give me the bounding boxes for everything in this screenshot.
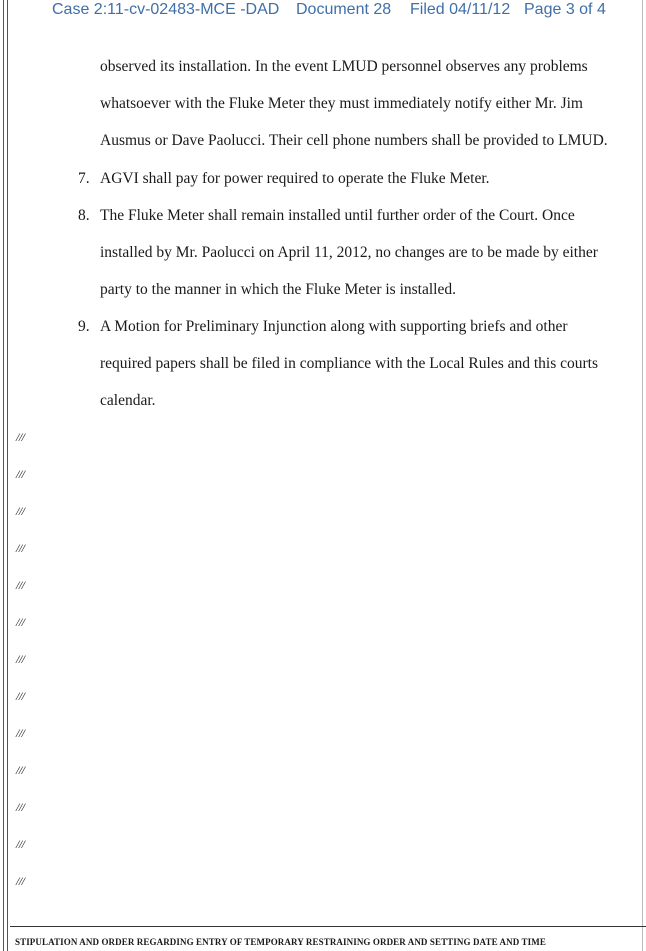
slash-line: /// (16, 467, 25, 481)
item-number: 8. (78, 207, 90, 224)
slash-line: /// (16, 430, 25, 444)
slash-line: /// (16, 800, 25, 814)
slash-line: /// (16, 615, 25, 629)
case-number: Case 2:11-cv-02483-MCE -DAD (52, 1, 280, 18)
item-number: 7. (78, 170, 90, 187)
slash-line: /// (16, 541, 25, 555)
slash-line: /// (16, 689, 25, 703)
item-line: required papers shall be filed in compliance with the Local Rules and this courts (100, 355, 599, 372)
slash-line: /// (16, 504, 25, 518)
left-margin-rule-inner (7, 0, 8, 951)
slash-line: /// (16, 726, 25, 740)
footer-caption: STIPULATION AND ORDER REGARDING ENTRY OF TEMPORARY RESTRAINING ORDER AND SETTING DATE AND TIME (15, 937, 546, 947)
slash-line: /// (16, 837, 25, 851)
slash-line: /// (16, 652, 25, 666)
paragraph-line: observed its installation. In the event LMUD personnel observes any problems (100, 58, 588, 75)
paragraph-line: whatsoever with the Fluke Meter they must immediately notify either Mr. Jim (100, 95, 583, 112)
item-line: installed by Mr. Paolucci on April 11, 2012, no changes are to be made by either (100, 244, 598, 261)
slash-line: /// (16, 578, 25, 592)
right-margin-rule (642, 0, 643, 951)
item-line: The Fluke Meter shall remain installed until further order of the Court. Once (100, 207, 575, 224)
item-line: AGVI shall pay for power required to operate the Fluke Meter. (100, 170, 490, 187)
item-line: party to the manner in which the Fluke Meter is installed. (100, 281, 456, 298)
left-margin-rule-outer (3, 0, 4, 951)
footer-rule (10, 926, 646, 927)
slash-line: /// (16, 874, 25, 888)
paragraph-line: Ausmus or Dave Paolucci. Their cell phone numbers shall be provided to LMUD. (100, 132, 608, 149)
ecf-header (0, 0, 646, 24)
item-number: 9. (78, 318, 90, 335)
filed-date: Filed 04/11/12 (410, 1, 511, 18)
document-number: Document 28 (296, 1, 392, 18)
page-number: Page 3 of 4 (524, 1, 606, 18)
slash-line: /// (16, 763, 25, 777)
item-line: calendar. (100, 392, 156, 409)
item-line: A Motion for Preliminary Injunction along with supporting briefs and other (100, 318, 568, 335)
